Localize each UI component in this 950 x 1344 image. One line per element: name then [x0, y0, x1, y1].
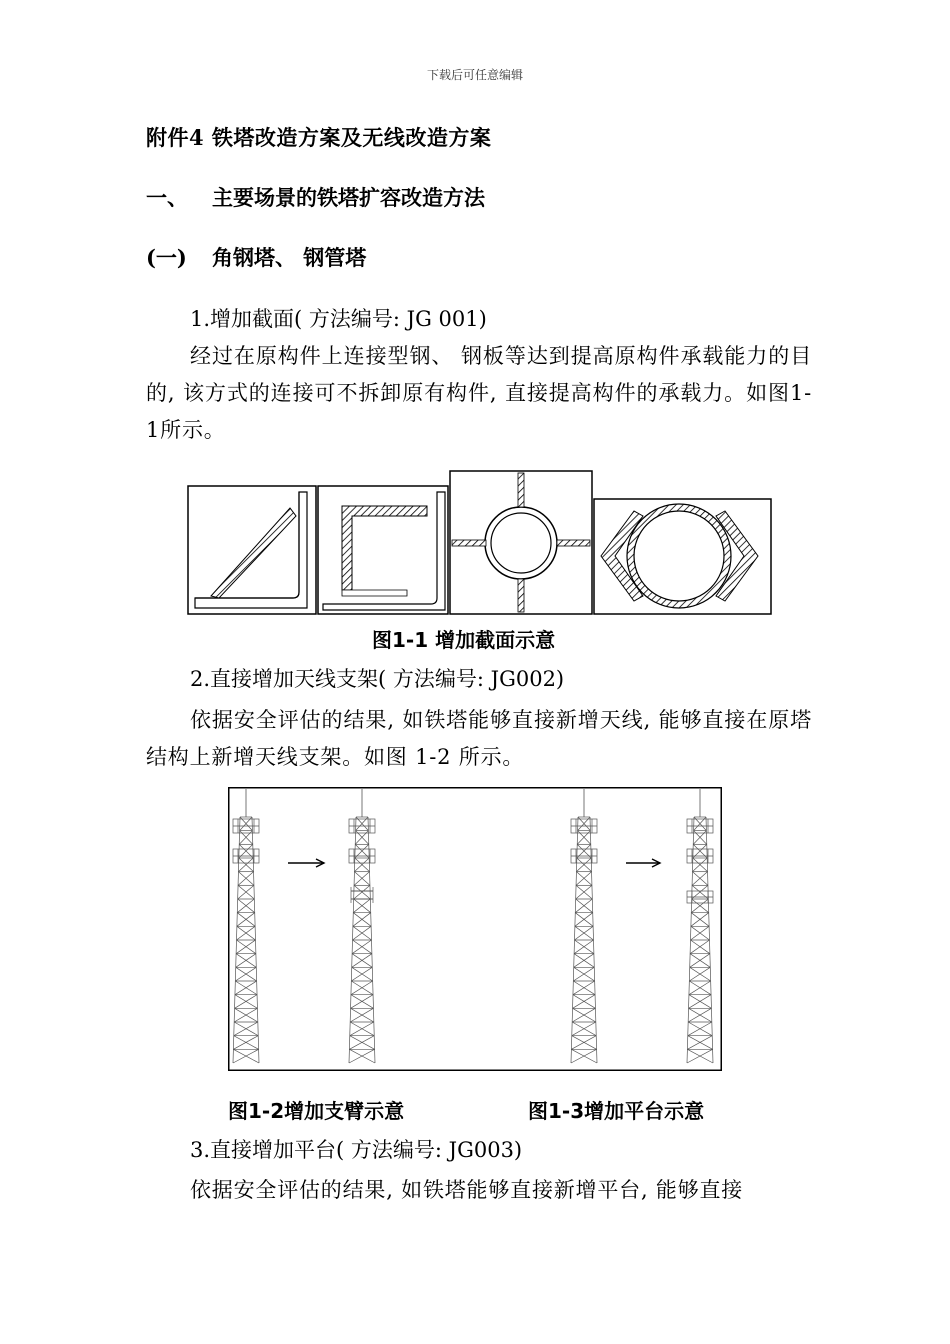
document-title: 附件4 铁塔改造方案及无线改造方案 [146, 125, 492, 150]
angle-with-diagonal-plate-section [188, 486, 316, 614]
tube-with-four-plates-section [450, 471, 592, 614]
method1-text: 经过在原构件上连接型钢、 钢板等达到提高原构件承载能力的目的, 该方式的连接可不拆卸原有构件, 直接提高构件的承载力。如图1-1所示。 [146, 344, 812, 442]
subsection-heading [146, 242, 366, 272]
figure-1-3-caption: 图1-3增加平台示意 [528, 1099, 705, 1123]
subsection-title: 角钢塔、 钢管塔 [212, 245, 367, 270]
tube-with-wedge-reinforcement-section [594, 499, 771, 614]
method3-text: 依据安全评估的结果, 如铁塔能够直接新增平台, 能够直接 [190, 1178, 744, 1202]
method2-heading: 2.直接增加天线支架( 方法编号: JG002) [190, 667, 565, 691]
method3-heading: 3.直接增加平台( 方法编号: JG003) [190, 1138, 523, 1162]
figure-1-1-caption: 图1-1 增加截面示意 [372, 628, 556, 652]
section-title: 主要场景的铁塔扩容改造方法 [212, 185, 485, 210]
angle-with-channel-reinforcement-section [318, 486, 448, 614]
figure-1-1-cross-sections [187, 470, 773, 616]
page-header-note: 下载后可任意编辑 [426, 68, 523, 82]
section-number: 一、 [146, 185, 188, 210]
section-heading [146, 182, 485, 212]
method1-heading: 1.增加截面( 方法编号: JG 001) [190, 307, 487, 331]
figure-1-2-1-3-towers [228, 787, 722, 1071]
subsection-number: (一) [146, 245, 187, 270]
figure-1-2-caption: 图1-2增加支臂示意 [228, 1099, 405, 1123]
method2-text: 依据安全评估的结果, 如铁塔能够直接新增天线, 能够直接在原塔结构上新增天线支架。如图 1-2 所示。 [146, 708, 812, 769]
